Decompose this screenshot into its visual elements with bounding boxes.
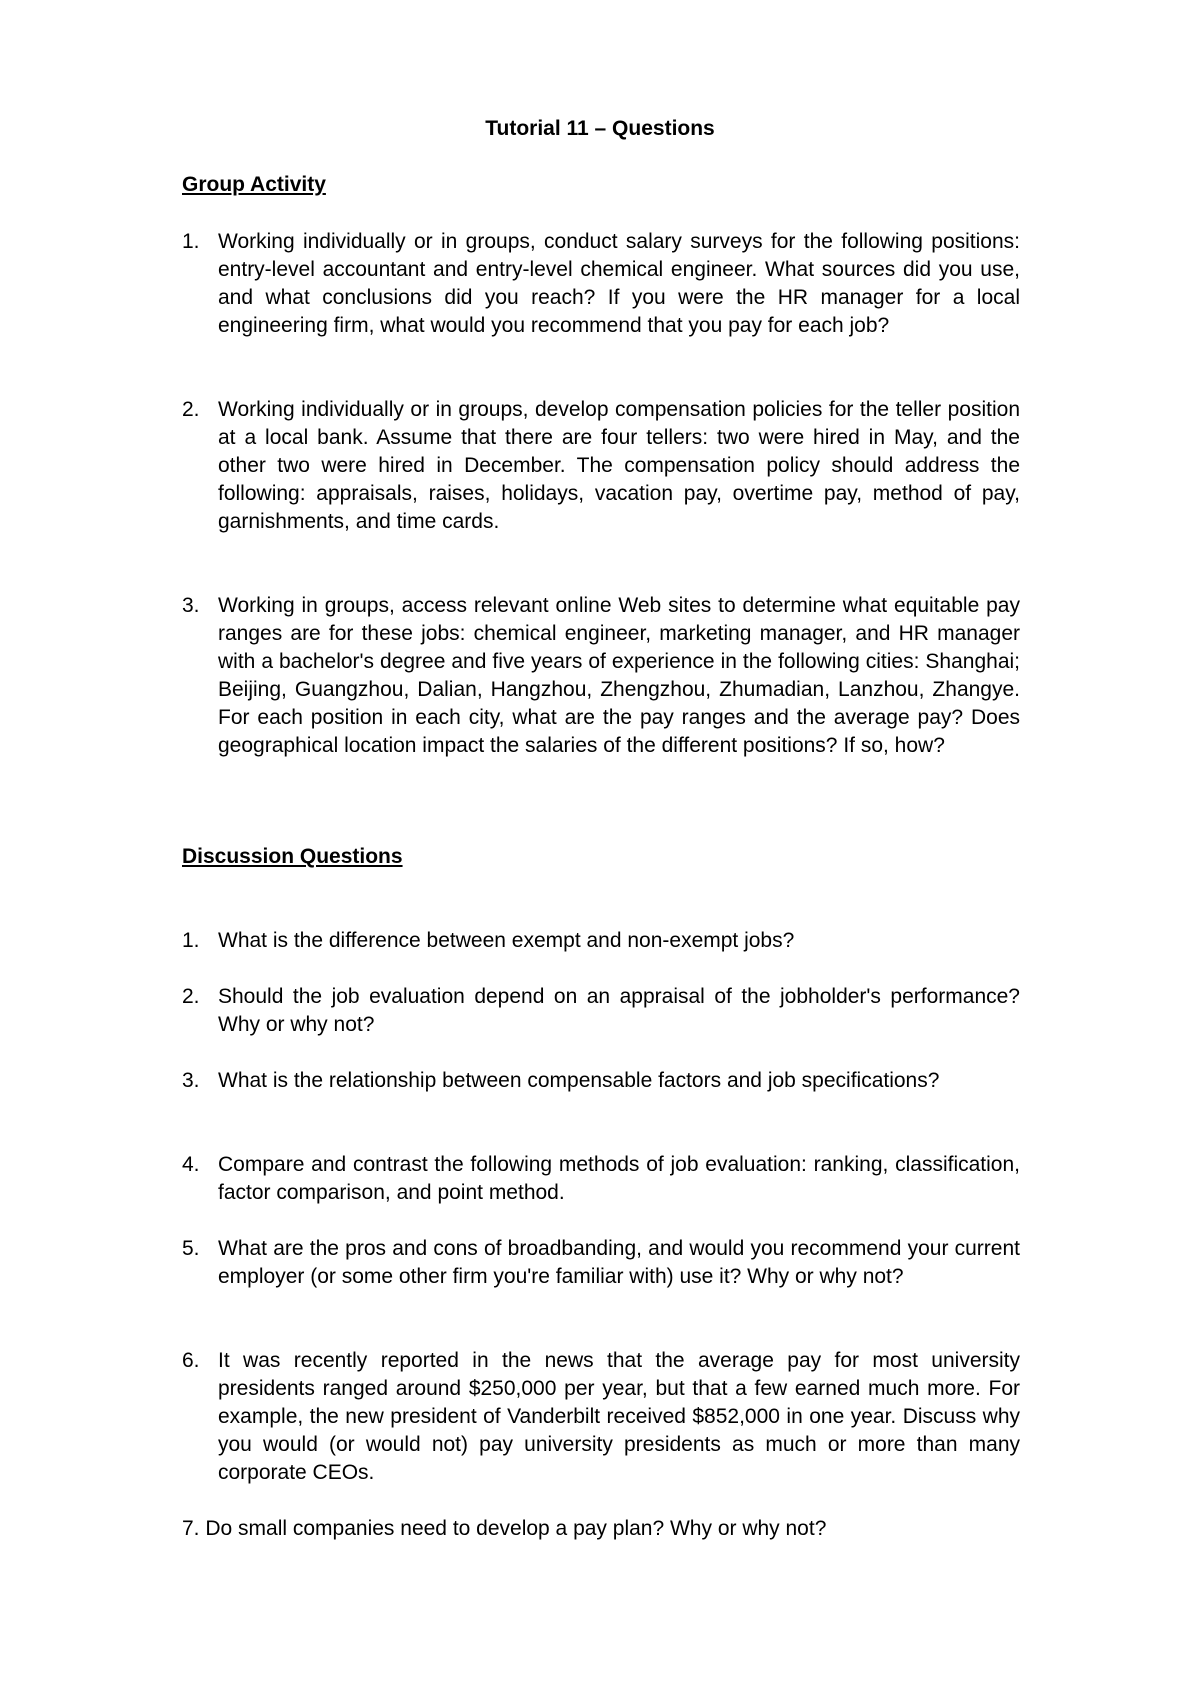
item-number: 7. <box>182 1517 200 1540</box>
group-activity-heading: Group Activity <box>182 173 326 196</box>
item-text: Compare and contrast the following methods of job evaluation: ranking, classification, factor comparison, and point method. <box>218 1153 1020 1204</box>
page-title: Tutorial 11 – Questions <box>485 117 715 140</box>
discussion-questions-heading: Discussion Questions <box>182 845 403 868</box>
item-number: 2. <box>182 985 200 1008</box>
discussion-item-2 <box>182 983 1020 1039</box>
discussion-item-6 <box>182 1347 1020 1487</box>
item-number: 1. <box>182 929 200 952</box>
item-text: It was recently reported in the news that the average pay for most university presidents ranged around $250,000 per year, but that a few earned much more. For example, the new president of Vanderbilt received $852,000 in one year. Discuss why you would (or would not) pay university presidents as much or more than many corporate CEOs. <box>218 1349 1020 1484</box>
item-number: 6. <box>182 1349 200 1372</box>
item-number: 3. <box>182 594 200 617</box>
item-text: Working individually or in groups, conduct salary surveys for the following positions: entry-level accountant and entry-level chemical engineer. What sources did you use, and what conclusions did you reach? If you were the HR manager for a local engineering firm, what would you recommend that you pay for each job? <box>218 230 1020 337</box>
item-body: Do small companies need to develop a pay plan? Why or why not? <box>205 1517 827 1540</box>
item-number: 5. <box>182 1237 200 1260</box>
discussion-item-5 <box>182 1235 1020 1291</box>
item-text: Should the job evaluation depend on an appraisal of the jobholder's performance? Why or why not? <box>218 985 1020 1036</box>
discussion-item-4 <box>182 1151 1020 1207</box>
item-number: 4. <box>182 1153 200 1176</box>
item-text: What is the difference between exempt and non-exempt jobs? <box>218 929 795 952</box>
item-number: 3. <box>182 1069 200 1092</box>
item-text: What are the pros and cons of broadbanding, and would you recommend your current employer (or some other firm you're familiar with) use it? Why or why not? <box>218 1237 1020 1288</box>
item-number: 1. <box>182 230 200 253</box>
item-number: 2. <box>182 398 200 421</box>
group-activity-item-2 <box>182 396 1020 536</box>
group-activity-item-1 <box>182 228 1020 340</box>
item-text: Working in groups, access relevant online Web sites to determine what equitable pay ranges are for these jobs: chemical engineer, marketing manager, and HR manager with a bachelor's degree and five years of experience in the following cities: Shanghai; Beijing, Guangzhou, Dalian, Hangzhou, Zhengzhou, Zhumadian, Lanzhou, Zhangye. For each position in each city, what are the pay ranges and the average pay? Does geographical location impact the salaries of the different positions? If so, how? <box>218 594 1020 757</box>
discussion-item-1 <box>182 927 1020 955</box>
item-text <box>182 1515 1020 1543</box>
item-text: Working individually or in groups, develop compensation policies for the teller position at a local bank. Assume that there are four tellers: two were hired in May, and the other two were hired in December. The compensation policy should address the following: appraisals, raises, holidays, vacation pay, overtime pay, method of pay, garnishments, and time cards. <box>218 398 1020 533</box>
group-activity-item-3 <box>182 592 1020 760</box>
discussion-item-3 <box>182 1067 1020 1095</box>
item-text: What is the relationship between compensable factors and job specifications? <box>218 1069 940 1092</box>
discussion-item-7 <box>182 1515 1020 1543</box>
